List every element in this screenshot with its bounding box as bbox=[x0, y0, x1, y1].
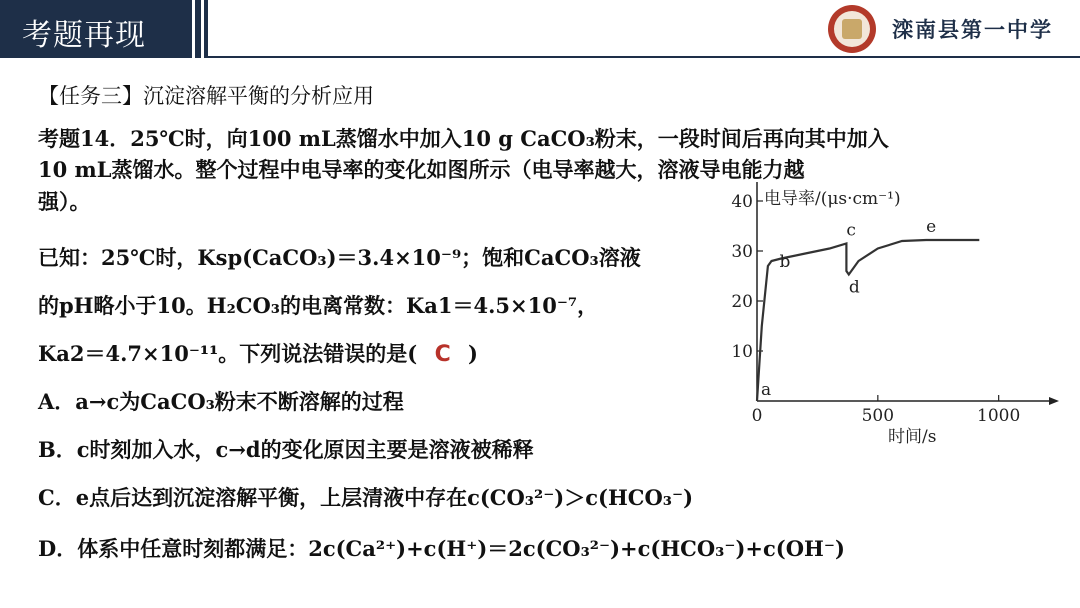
question-line-2: 10 mL蒸馏水。整个过程中电导率的变化如图所示（电导率越大，溶液导电能力越 bbox=[38, 157, 805, 182]
x-axis-label: 时间/s bbox=[888, 427, 937, 447]
y-tick-label: 10 bbox=[731, 342, 753, 362]
close-paren: ) bbox=[468, 341, 478, 366]
header-divider bbox=[208, 56, 1080, 58]
school-name: 滦南县第一中学 bbox=[892, 17, 1053, 42]
known-line-3-text: Ka2＝4.7×10⁻¹¹。下列说法错误的是( bbox=[38, 341, 418, 366]
question-line-1: 考题14．25℃时，向100 mL蒸馏水中加入10 g CaCO₃粉末，一段时间后再向其中加入 bbox=[38, 126, 889, 151]
slide-title: 考题再现 bbox=[22, 18, 146, 53]
question-line-3: 强）。 bbox=[38, 189, 91, 214]
option-d: D．体系中任意时刻都满足：2c(Ca²⁺)+c(H⁺)＝2c(CO₃²⁻)+c(HCO₃⁻)+c(OH⁻) bbox=[38, 536, 845, 561]
title-banner bbox=[0, 0, 192, 58]
point-label-a: a bbox=[761, 380, 772, 400]
x-axis-arrow bbox=[1049, 397, 1059, 405]
option-c: C．e点后达到沉淀溶解平衡，上层清液中存在c(CO₃²⁻)＞c(HCO₃⁻) bbox=[38, 485, 694, 510]
answer-letter: C bbox=[434, 342, 451, 367]
y-tick-label: 30 bbox=[731, 242, 753, 262]
known-line-3 bbox=[38, 338, 478, 368]
x-tick-label: 1000 bbox=[977, 406, 1021, 426]
x-tick-label: 500 bbox=[861, 406, 895, 426]
point-label-b: b bbox=[779, 252, 791, 272]
school-logo-icon bbox=[828, 5, 876, 53]
header-accent-bar bbox=[195, 0, 201, 58]
y-axis-label: 电导率/(μs·cm⁻¹) bbox=[764, 189, 901, 209]
point-label-c: c bbox=[846, 220, 856, 241]
known-line-1: 已知：25℃时，Ksp(CaCO₃)＝3.4×10⁻⁹；饱和CaCO₃溶液 bbox=[38, 245, 641, 270]
option-a: A．a→c为CaCO₃粉末不断溶解的过程 bbox=[38, 389, 404, 414]
slide-header bbox=[0, 0, 1080, 62]
header-accent-bar bbox=[204, 0, 208, 58]
y-tick-label: 20 bbox=[731, 292, 753, 312]
point-label-e: e bbox=[926, 217, 937, 237]
known-line-2: 的pH略小于10。H₂CO₃的电离常数：Ka1＝4.5×10⁻⁷， bbox=[38, 293, 599, 318]
option-b: B．c时刻加入水，c→d的变化原因主要是溶液被稀释 bbox=[38, 437, 534, 462]
conductivity-chart bbox=[720, 182, 1060, 447]
point-label-d: d bbox=[848, 277, 860, 298]
y-tick-label: 40 bbox=[731, 192, 753, 212]
x-tick-label: 0 bbox=[751, 406, 763, 426]
task-heading: 【任务三】沉淀溶解平衡的分析应用 bbox=[38, 84, 374, 108]
